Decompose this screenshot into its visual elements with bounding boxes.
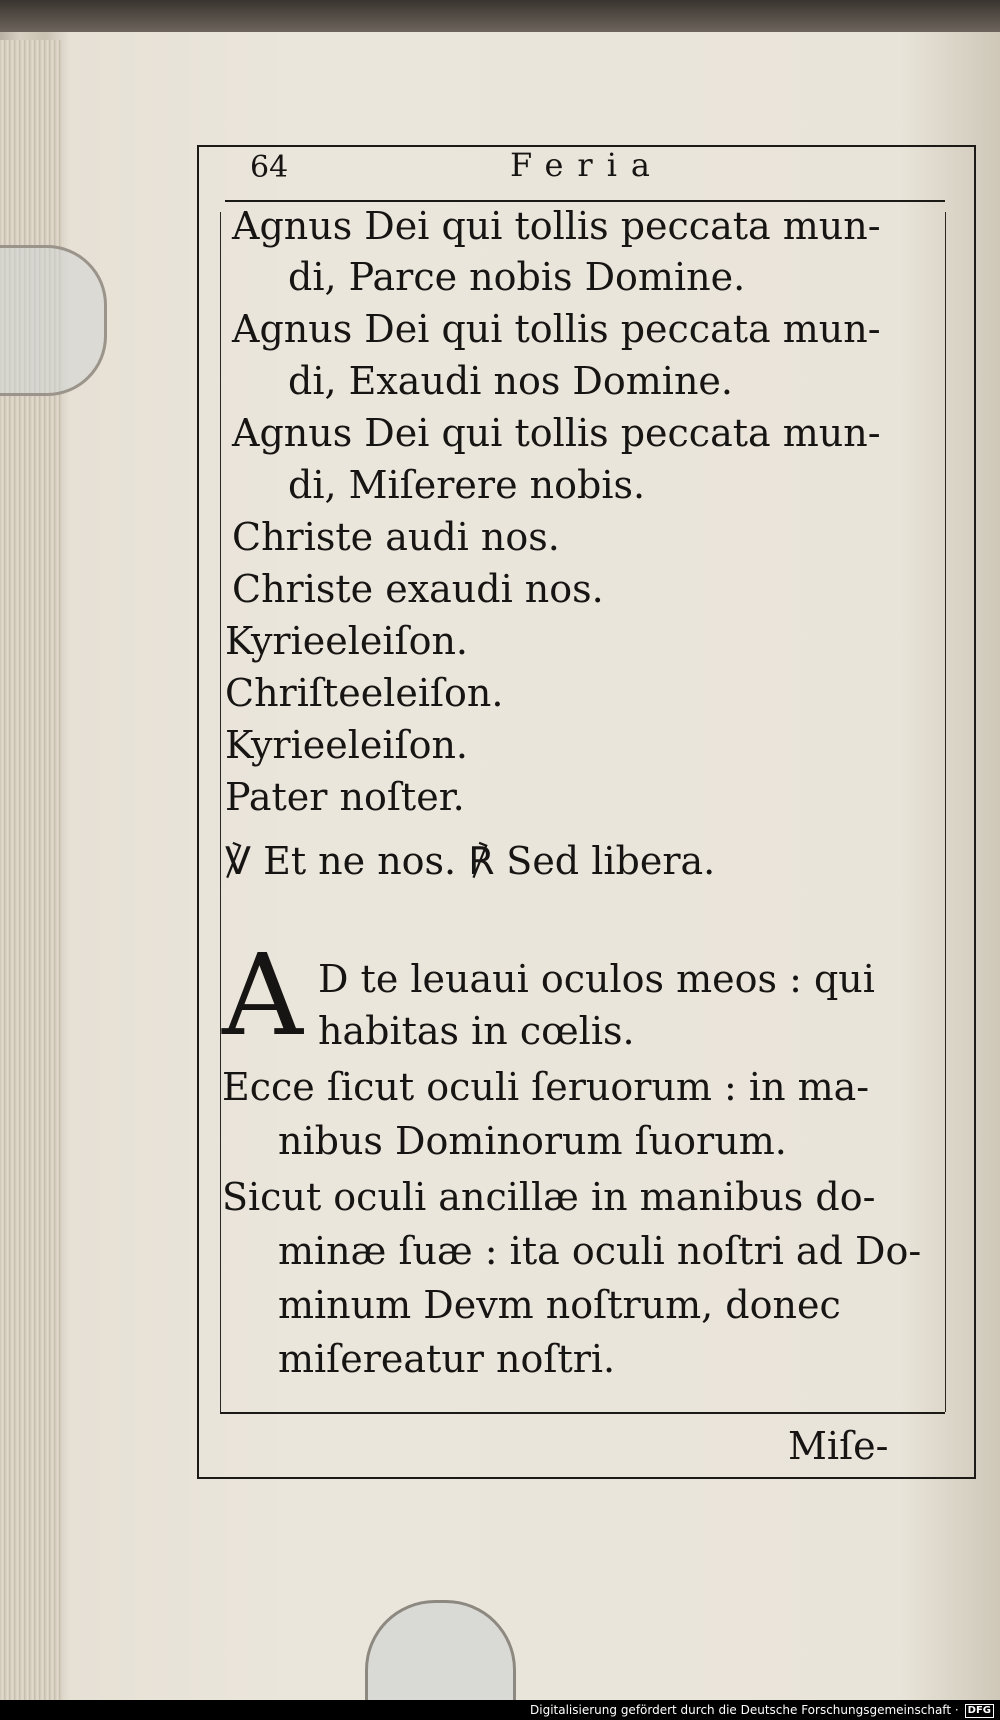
text-line: Agnus Dei qui tollis peccata mun- [232,411,881,455]
text-line: minæ ſuæ : ita oculi noſtri ad Do- [278,1229,922,1273]
text-line: Chriſteeleiſon. [225,671,504,715]
text-line: di, Parce nobis Domine. [288,255,746,299]
digitization-footer [0,1700,1000,1720]
text-line: minum Devm noſtrum, donec [278,1283,841,1327]
text-line: Agnus Dei qui tollis peccata mun- [232,204,881,248]
catchword: Miſe- [788,1424,889,1468]
text-line: ℣ Et ne nos. ℟ Sed libera. [225,839,716,883]
text-line: Kyrieeleiſon. [225,619,469,663]
running-head: Feria [510,146,664,184]
text-line: Kyrieeleiſon. [225,723,469,767]
glass-clip-bottom [365,1600,516,1700]
text-line: D te leuaui oculos meos : qui [318,957,875,1001]
text-line: Christe audi nos. [232,515,560,559]
dfg-logo-icon: DFG [965,1704,994,1718]
text-line: Christe exaudi nos. [232,567,604,611]
text-line: nibus Dominorum ſuorum. [278,1119,787,1163]
page-number: 64 [250,150,289,185]
text-line: Agnus Dei qui tollis peccata mun- [232,307,881,351]
text-line: di, Exaudi nos Domine. [288,359,733,403]
text-line: di, Miſerere nobis. [288,463,646,507]
text-line: Ecce ſicut oculi ſeruorum : in ma- [222,1065,870,1109]
header-rule [225,200,945,202]
footer-rule [220,1412,945,1414]
inner-rule-right [945,212,946,1412]
text-line: Sicut oculi ancillæ in manibus do- [222,1175,876,1219]
text-line: Pater noſter. [225,775,465,819]
glass-clip-left [0,245,107,396]
footer-credit: Digitalisierung gefördert durch die Deutsche Forschungsgemeinschaft · [530,1703,959,1717]
binding-shadow [0,0,1000,32]
text-line: miſereatur noſtri. [278,1337,616,1381]
inner-rule-left [220,212,221,1412]
drop-cap: A [222,931,303,1061]
text-line: habitas in cœlis. [318,1009,635,1053]
